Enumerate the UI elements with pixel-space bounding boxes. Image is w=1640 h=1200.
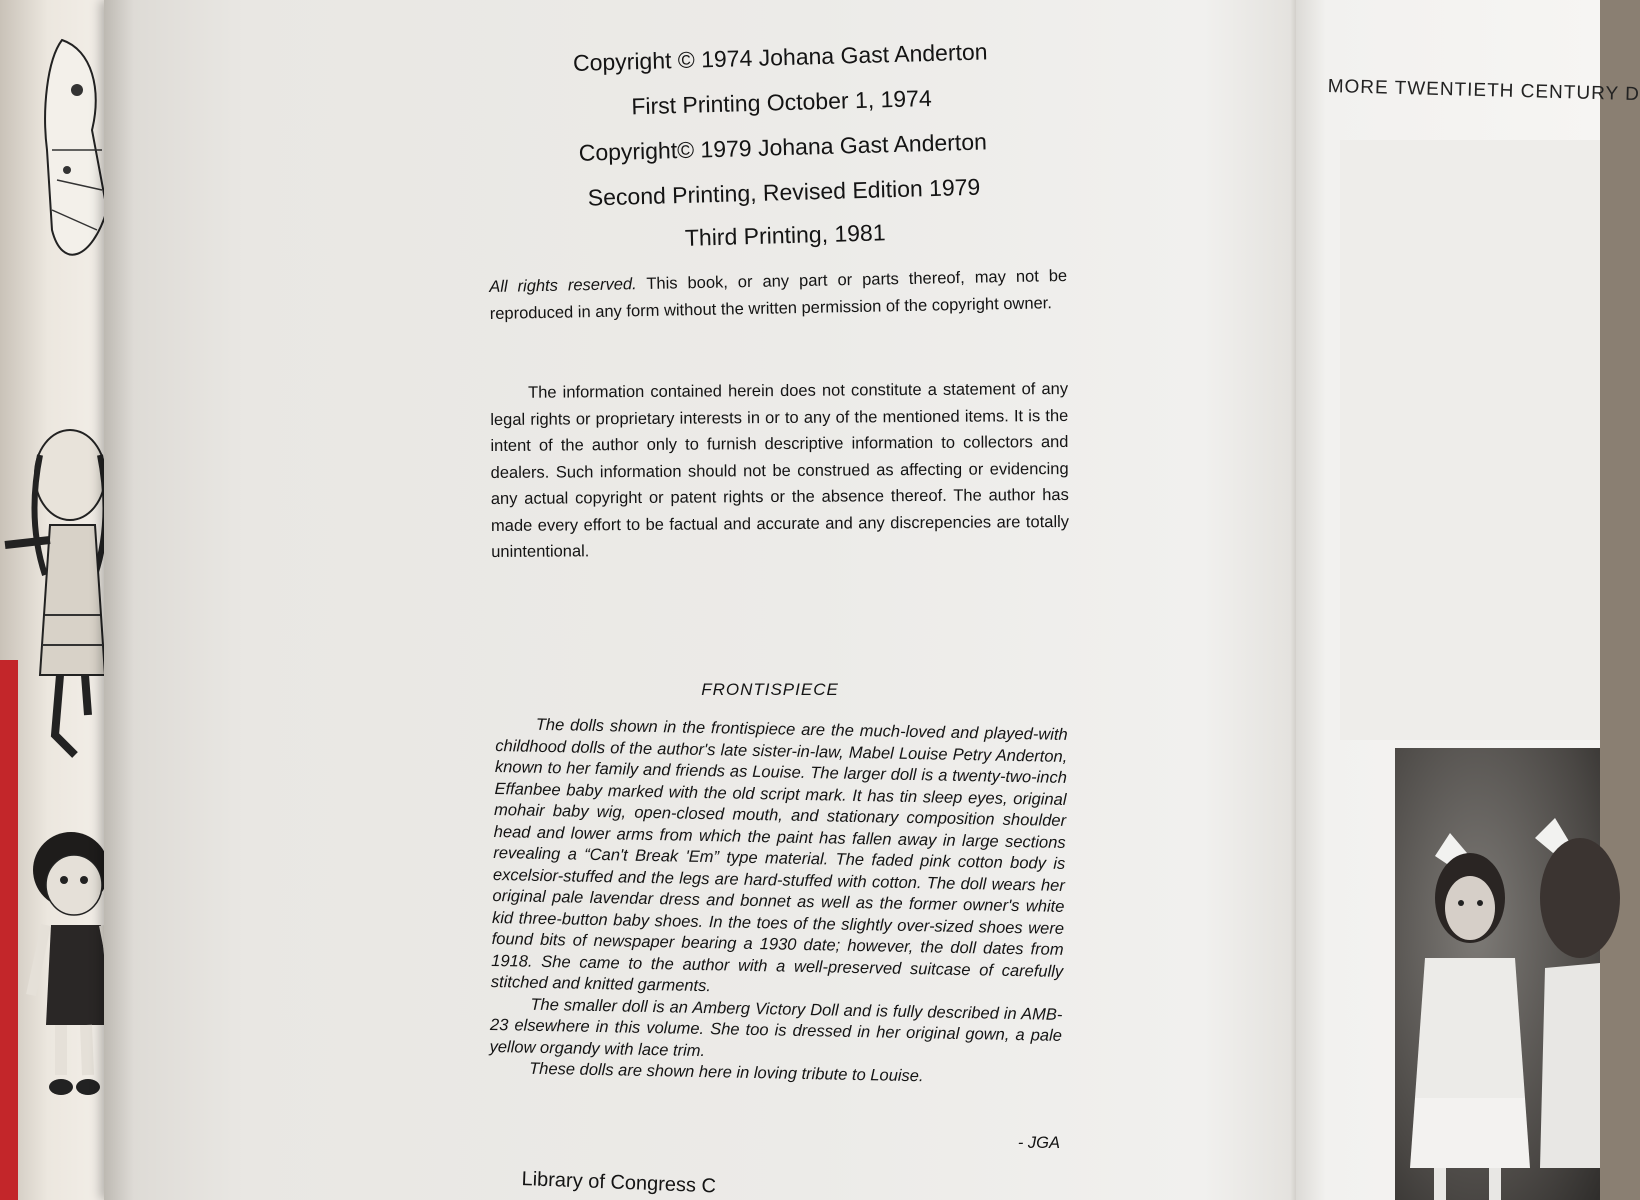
copyright-line: Copyright © 1974 Johana Gast Anderton <box>572 38 988 76</box>
frontispiece-paragraph: The smaller doll is an Amberg Victory Doll and is fully described in AMB-23 elsewhere in this volume. She too is dressed in her original gown, a pale yellow organdy with lace trim. <box>489 995 1063 1060</box>
third-printing-line: Third Printing, 1981 <box>684 219 886 251</box>
frontispiece-photo <box>1395 748 1600 1200</box>
first-printing-line: First Printing October 1, 1974 <box>630 84 933 120</box>
library-of-congress-line: Library of Congress C <box>521 1168 717 1198</box>
signature: - JGA <box>1017 1134 1060 1152</box>
frontispiece-paragraph: These dolls are shown here in loving tribute to Louise. <box>529 1059 924 1086</box>
doll-illustration <box>22 30 112 290</box>
rights-text: This book, or any part or parts thereof, may not be reproduced in any form without the written permission of the copyright owner. <box>489 266 1068 323</box>
disclaimer-paragraph: The information contained herein does not constitute a statement of any legal rights or proprietary interests in or to any of the mentioned items. It is the intent of the author only to furnish descriptive information to collectors and dealers. Such information should not be construed as affecting or evidencing any actual copyright or patent rights or the absence thereof. The author has made every effort to be factual and accurate and any discrepencies are totally unintentional. <box>490 379 1070 561</box>
rights-lead: All rights reserved. <box>489 275 637 296</box>
underlying-left-page <box>0 0 120 1200</box>
doll-illustration <box>0 415 115 775</box>
photo-placeholder-area <box>1340 140 1600 740</box>
rights-statement <box>489 263 1068 327</box>
photo-dolls-image <box>1395 748 1600 1200</box>
frontispiece-paragraph: The dolls shown in the frontispiece are the much-loved and played-with childhood dolls of the author's late sister-in-law, Mabel Louise Petry Anderton, known to her family and friends as Louise. The larger doll is a twenty-two-inch Effanbee baby marked with the old script mark. It has tin sleep eyes, original mohair baby wig, open-closed mouth, and stationary composition shoulder head and lower arms from which the paint has fallen away in large sections revealing a “Can't Break 'Em” type material. The faded pink cotton body is excelsior-stuffed and the legs are hard-stuffed with cotton. The doll wears her original pale lavendar dress and bonnet as well as the former owner's white kid three-button baby shoes. In the toes of the slightly over-sized shoes were found bits of newspaper bearing a 1930 date; however, the doll dates from 1918. She came to the author with a well-preserved suitcase of carefully stitched and knitted garments. <box>490 715 1068 996</box>
frontispiece-title: FRONTISPIECE <box>701 680 839 699</box>
copyright-line: Copyright© 1979 Johana Gast Anderton <box>578 128 988 166</box>
frontispiece-text <box>489 714 1068 1090</box>
doll-illustration <box>26 825 116 1105</box>
second-printing-line: Second Printing, Revised Edition 1979 <box>587 173 981 211</box>
copyright-block <box>500 36 1066 272</box>
running-head: MORE TWENTIETH CENTURY D <box>1327 76 1640 106</box>
